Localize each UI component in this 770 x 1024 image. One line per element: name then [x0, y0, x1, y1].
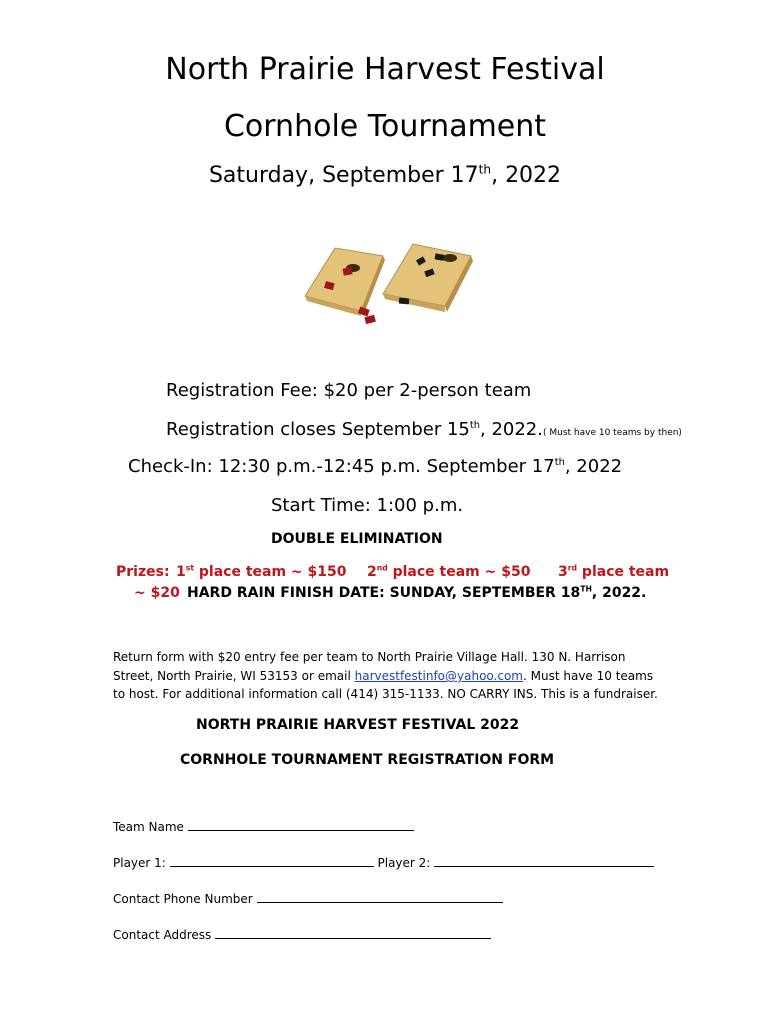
return-info-line2: Street, North Prairie, WI 53153 or email harvestfestinfo@yahoo.com. Must have 10 teams	[113, 669, 654, 683]
player2-label: Player 2:	[377, 856, 431, 870]
event-title: North Prairie Harvest Festival	[165, 52, 605, 87]
registration-closes: Registration closes September 15th, 2022.( Must have 10 teams by then)	[166, 419, 682, 440]
contact-address-field	[113, 926, 491, 942]
contact-phone-line[interactable]	[257, 890, 503, 903]
return-info-line1: Return form with $20 entry fee per team to North Prairie Village Hall. 130 N. Harrison	[113, 650, 626, 664]
tournament-format: DOUBLE ELIMINATION	[271, 531, 443, 547]
player1-line[interactable]	[170, 854, 374, 867]
contact-phone-label: Contact Phone Number	[113, 892, 253, 906]
team-name-label: Team Name	[113, 820, 184, 834]
players-field	[113, 854, 654, 870]
rain-date: HARD RAIN FINISH DATE: SUNDAY, SEPTEMBER 18TH, 2022.	[187, 584, 647, 601]
third-place-amount: ~ $20	[134, 585, 180, 601]
form-heading-registration: CORNHOLE TOURNAMENT REGISTRATION FORM	[180, 752, 555, 768]
event-subtitle: Cornhole Tournament	[223, 109, 547, 144]
form-heading-festival: NORTH PRAIRIE HARVEST FESTIVAL 2022	[196, 717, 520, 733]
teams-note: ( Must have 10 teams by then)	[542, 428, 682, 438]
check-in-time: Check-In: 12:30 p.m.-12:45 p.m. September 17th, 2022	[128, 456, 623, 477]
contact-phone-field	[113, 890, 503, 906]
contact-address-label: Contact Address	[113, 928, 212, 942]
first-place-prize: 1st place team ~ $150	[176, 563, 347, 580]
team-name-line[interactable]	[188, 818, 414, 831]
prizes-label: Prizes:	[116, 564, 170, 580]
email-link[interactable]: harvestfestinfo@yahoo.com	[354, 669, 523, 683]
player1-label: Player 1:	[113, 856, 166, 870]
return-info-line3: to host. For additional information call (414) 315-1133. NO CARRY INS. This is a fundraiser.	[113, 687, 658, 701]
cornhole-boards-image	[295, 236, 475, 326]
start-time: Start Time: 1:00 p.m.	[271, 495, 464, 516]
player2-line[interactable]	[434, 854, 654, 867]
event-date: Saturday, September 17th, 2022	[208, 162, 562, 188]
registration-fee: Registration Fee: $20 per 2-person team	[166, 380, 532, 401]
team-name-field	[113, 818, 414, 834]
third-place-prize: 3rd place team	[558, 563, 670, 580]
contact-address-line[interactable]	[215, 926, 491, 939]
second-place-prize: 2nd place team ~ $50	[367, 563, 531, 580]
